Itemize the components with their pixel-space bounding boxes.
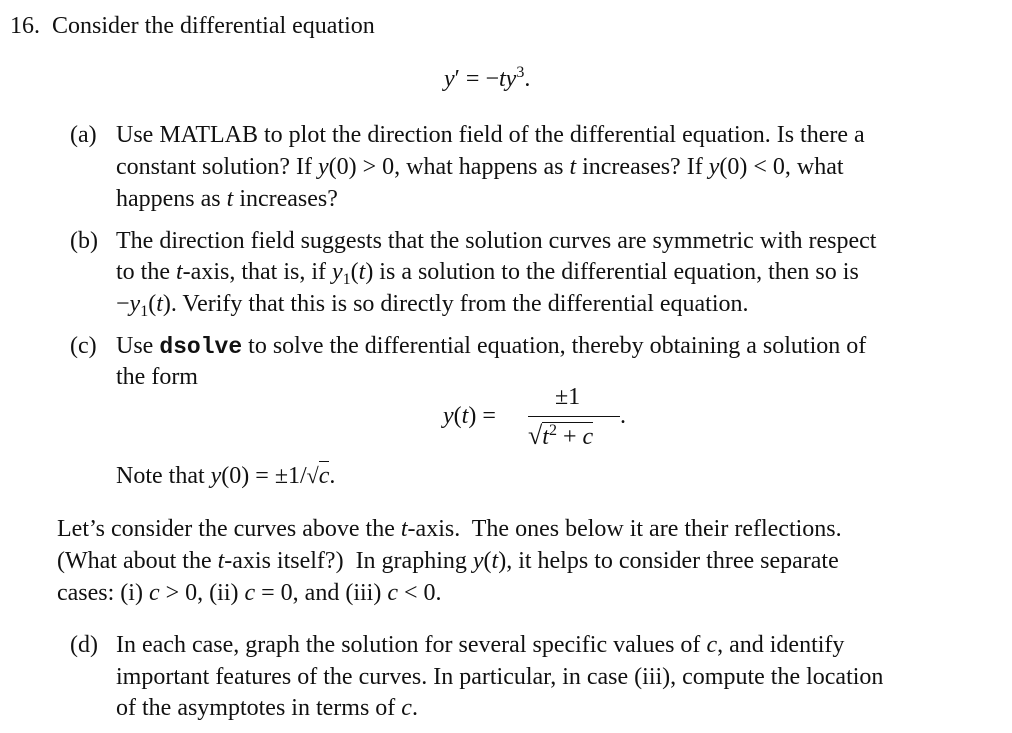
problem-number: 16. <box>10 13 40 39</box>
part-c-line1-pre: Use <box>116 333 154 359</box>
solution-formula-denominator: $√t^2 + c$ <box>528 421 594 450</box>
part-d-line3: of the asymptotes in terms of c. <box>116 695 418 721</box>
part-d-line2: important features of the curves. In particular, in case (iii), compute the location <box>116 664 884 690</box>
part-a-label: (a) <box>70 122 97 148</box>
dsolve-command: dsolve <box>159 334 243 360</box>
part-d-line1: In each case, graph the solution for several specific values of c, and identify <box>116 632 845 658</box>
solution-formula-numerator: ±1 <box>555 384 581 410</box>
problem-header <box>10 10 375 42</box>
part-b-line2: to the t-axis, that is, if $y_1(t)$ is a solution to the differential equation, then so is <box>116 259 859 288</box>
paragraph-line2: (What about the t-axis itself?) In graphing y(t), it helps to consider three separate <box>57 548 839 574</box>
part-c-label: (c) <box>70 333 97 359</box>
part-c-line1-post: to solve the differential equation, thereby obtaining a solution of <box>248 333 867 359</box>
part-c-line1 <box>116 330 866 363</box>
part-a-line2: constant solution? If y(0) > 0, what happens as t increases? If y(0) < 0, what <box>116 154 844 180</box>
fraction-bar <box>528 416 620 417</box>
part-c-line2: the form <box>116 364 198 390</box>
paragraph-line3: cases: (i) c > 0, (ii) c = 0, and (iii) c < 0. <box>57 580 442 606</box>
main-equation: $y' = -ty^3$. <box>444 64 531 92</box>
part-b-line3: $-y_1(t)$. Verify that this is so directly from the differential equation. <box>116 291 749 320</box>
part-c-note: Note that y(0) = ±1/√c. <box>116 463 336 489</box>
paragraph-line1: Let’s consider the curves above the t-axis. The ones below it are their reflections. <box>57 516 842 542</box>
part-a-line3: happens as t increases? <box>116 186 338 212</box>
part-b-line1: The direction field suggests that the solution curves are symmetric with respect <box>116 228 877 254</box>
part-b-label: (b) <box>70 228 98 254</box>
problem-title: Consider the differential equation <box>52 13 375 39</box>
part-a-line1: Use MATLAB to plot the direction field of the differential equation. Is there a <box>116 122 865 148</box>
solution-formula-lhs: y(t) = <box>443 403 496 429</box>
part-d-label: (d) <box>70 632 98 658</box>
formula-period: . <box>620 403 626 429</box>
